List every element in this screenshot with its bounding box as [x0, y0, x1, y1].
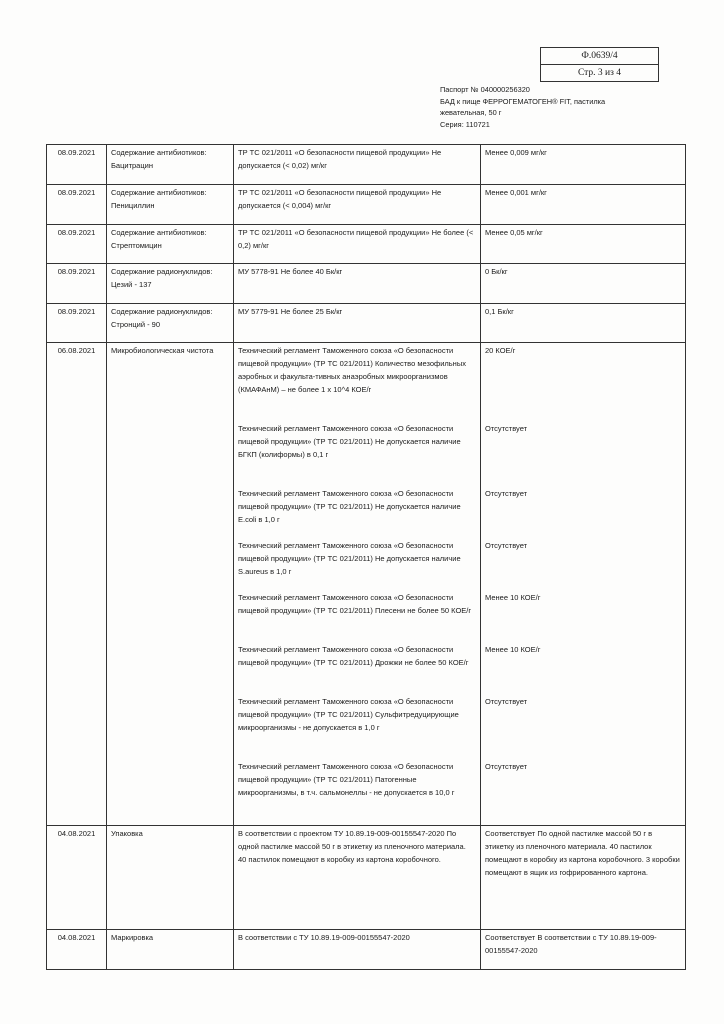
test-norm: МУ 5778-91 Не более 40 Бк/кг	[234, 264, 481, 304]
test-date: 08.09.2021	[47, 264, 107, 304]
table-row-microbiology	[47, 343, 686, 826]
test-name: Содержание антибиотиков: Пенициллин	[107, 185, 234, 225]
result-block: Отсутствует	[485, 424, 528, 433]
test-date: 08.09.2021	[47, 304, 107, 343]
test-date: 08.09.2021	[47, 145, 107, 185]
test-date: 04.08.2021	[47, 826, 107, 930]
product-name-line1: БАД к пище ФЕРРОГЕМАТОГЕН® FIT, пастилка	[440, 96, 606, 106]
test-norm: ТР ТС 021/2011 «О безопасности пищевой продукции» Не допускается (< 0,02) мг/кг	[234, 145, 481, 185]
form-number-box	[540, 47, 659, 82]
batch-series: Серия: 110721	[440, 119, 490, 129]
result-block: Отсутствует	[485, 489, 528, 498]
test-name: Упаковка	[107, 826, 234, 930]
test-norm: ТР ТС 021/2011 «О безопасности пищевой продукции» Не допускается (< 0,004) мг/кг	[234, 185, 481, 225]
norm-block: Технический регламент Таможенного союза «О безопасности пищевой продукции» (ТР ТС 021/2011) Не допускается наличие БГКП (колиформы) в 0,1 г	[238, 424, 461, 459]
page-number: Стр. 3 из 4	[541, 64, 658, 81]
test-result: Менее 0,05 мг/кг	[481, 225, 686, 264]
form-number: Ф.0639/4	[581, 51, 618, 61]
result-block: Менее 10 КОЕ/г	[485, 645, 541, 654]
result-block: Менее 10 КОЕ/г	[485, 593, 541, 602]
test-result: Соответствует По одной пастилке массой 50 г в этикетку из пленочного материала. 40 пастилок помещают в коробку из картона коробочного. 3 коробки помещают в ящик из гофрированного картона.	[481, 826, 686, 930]
norm-block: Технический регламент Таможенного союза «О безопасности пищевой продукции» (ТР ТС 021/2011) Патогенные микроорганизмы, в т.ч. сальмонеллы - не допускается в 10,0 г	[238, 762, 455, 797]
result-block: Отсутствует	[485, 541, 528, 550]
test-norm: ТР ТС 021/2011 «О безопасности пищевой продукции» Не более (< 0,2) мг/кг	[234, 225, 481, 264]
table-row	[47, 264, 686, 304]
test-results-table	[46, 144, 686, 970]
test-name: Содержание антибиотиков: Стрептомицин	[107, 225, 234, 264]
norm-block: Технический регламент Таможенного союза «О безопасности пищевой продукции» (ТР ТС 021/2011) Количество мезофильных аэробных и факульта-тивных анаэробных микроорганизмов (КМАФАнМ) – не более 1 х 10^4 КОЕ/г	[238, 346, 466, 394]
table-row	[47, 145, 686, 185]
norm-block: Технический регламент Таможенного союза «О безопасности пищевой продукции» (ТР ТС 021/2011) Сульфитредуцирующие микроорганизмы - не допускается в 1,0 г	[238, 697, 459, 732]
table-row	[47, 185, 686, 225]
test-result: 0 Бк/кг	[481, 264, 686, 304]
test-norm: В соответствии с проектом ТУ 10.89.19-009-00155547-2020 По одной пастилке массой 50 г в этикетку из пленочного материала. 40 пастилок помещают в коробку из картона коробочного.	[234, 826, 481, 930]
result-block: Отсутствует	[485, 762, 528, 771]
test-name: Маркировка	[107, 930, 234, 970]
test-name: Содержание радионуклидов: Стронций - 90	[107, 304, 234, 343]
test-result: 0,1 Бк/кг	[481, 304, 686, 343]
test-date: 04.08.2021	[47, 930, 107, 970]
table-row	[47, 826, 686, 930]
result-block: 20 КОЕ/г	[485, 346, 516, 355]
norm-block: Технический регламент Таможенного союза «О безопасности пищевой продукции» (ТР ТС 021/2011) Не допускается наличие E.coli в 1,0 г	[238, 489, 461, 524]
table-row	[47, 930, 686, 970]
passport-header	[440, 84, 605, 130]
test-result: Соответствует В соответствии с ТУ 10.89.19-009-00155547-2020	[481, 930, 686, 970]
passport-number: Паспорт № 040000256320	[440, 85, 530, 94]
test-date: 06.08.2021	[47, 343, 107, 826]
norm-block: Технический регламент Таможенного союза «О безопасности пищевой продукции» (ТР ТС 021/2011) Плесени не более 50 КОЕ/г	[238, 593, 472, 615]
test-date: 08.09.2021	[47, 225, 107, 264]
test-name: Содержание радионуклидов: Цезий - 137	[107, 264, 234, 304]
test-norm-list	[234, 343, 481, 826]
table-row	[47, 304, 686, 343]
test-result: Менее 0,009 мг/кг	[481, 145, 686, 185]
test-name: Микробиологическая чистота	[107, 343, 234, 826]
norm-block: Технический регламент Таможенного союза «О безопасности пищевой продукции» (ТР ТС 021/2011) Дрожжи не более 50 КОЕ/г	[238, 645, 469, 667]
product-name-line2: жевательная, 50 г	[440, 108, 502, 117]
test-name: Содержание антибиотиков: Бацитрацин	[107, 145, 234, 185]
test-norm: МУ 5779-91 Не более 25 Бк/кг	[234, 304, 481, 343]
test-result: Менее 0,001 мг/кг	[481, 185, 686, 225]
test-result-list	[481, 343, 686, 826]
result-block: Отсутствует	[485, 697, 528, 706]
norm-block: Технический регламент Таможенного союза «О безопасности пищевой продукции» (ТР ТС 021/2011) Не допускается наличие S.aureus в 1,0 г	[238, 541, 461, 576]
test-date: 08.09.2021	[47, 185, 107, 225]
table-row	[47, 225, 686, 264]
test-norm: В соответствии с ТУ 10.89.19-009-00155547-2020	[234, 930, 481, 970]
